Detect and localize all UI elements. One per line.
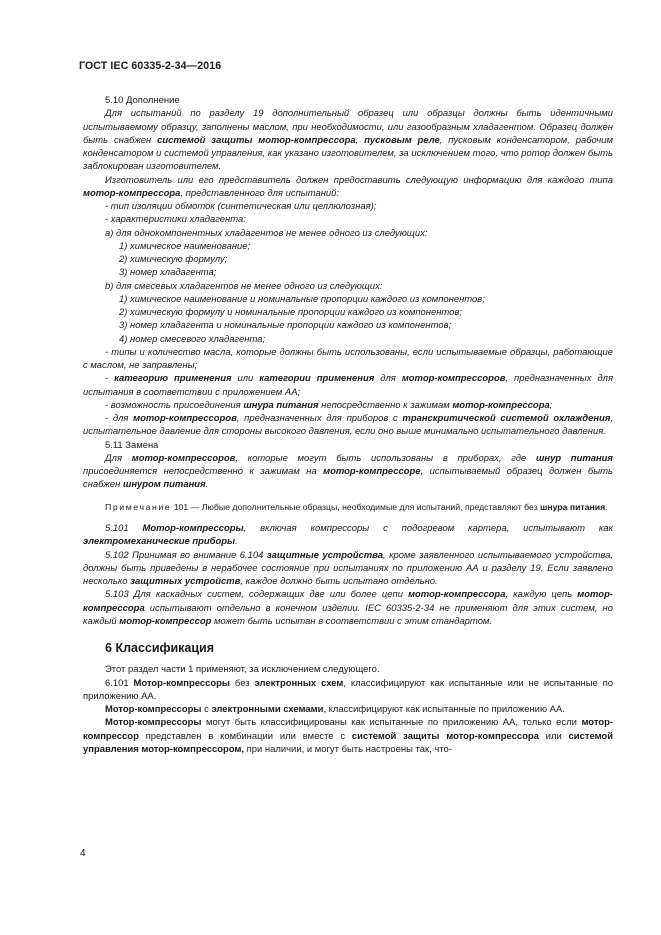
list-item: [83, 333, 613, 346]
bold-term: Мотор-компрессоры: [105, 717, 202, 729]
text-run: испытывают отдельно в конечном изделии. IEC 60335-2-34 не применяют для этих систем, но каждый: [83, 602, 613, 627]
text-run: .: [605, 501, 608, 512]
section-heading: [83, 642, 613, 655]
bold-term: мотор-компрессоров: [401, 373, 506, 385]
text-run: , которые могут быть использованы в приборах, где: [235, 452, 536, 464]
list-item: [83, 280, 613, 293]
bold-term: защитных устройств: [130, 576, 241, 587]
list-item: [83, 227, 613, 240]
bold-term: шнуром питания: [122, 479, 206, 491]
paragraph: [83, 439, 613, 452]
text-run: представлен в комбинации или вместе с: [138, 730, 352, 742]
bold-term: шнура питания: [540, 501, 606, 512]
bold-term: шнура питания: [243, 399, 319, 411]
text-run: , классифицируют как испытанные по приложению АА.: [323, 704, 565, 715]
list-item: [83, 319, 613, 332]
text-run: 5.11 Замена: [105, 439, 159, 451]
paragraph: [83, 522, 613, 549]
note-label: Примечание: [105, 501, 172, 512]
text-run: 2) химическую формулу и номинальные пропорции каждого из компонентов;: [119, 307, 462, 318]
bold-term: мотор-компрессоров: [131, 452, 236, 464]
bold-term: транскритической системой охлаждения: [402, 413, 611, 424]
list-item: [83, 306, 613, 319]
text-run: 101 — Любые дополнительные образцы, необходимые для испытаний, представляют без: [171, 501, 541, 512]
paragraph: [83, 94, 613, 107]
text-run: .: [235, 536, 238, 548]
bold-term: Мотор-компрессоры: [142, 523, 244, 534]
text-run: 5.101: [105, 523, 143, 534]
list-item: [83, 253, 613, 266]
text-run: для: [374, 373, 402, 385]
list-item: [83, 372, 613, 399]
text-run: , представленного для испытаний:: [180, 187, 340, 199]
bold-term: электронными схемами: [211, 704, 324, 715]
bold-term: мотор-компрессоре: [323, 466, 421, 477]
text-run: 1) химическое наименование;: [119, 240, 251, 252]
text-run: , предназначенных для испытания в соответствии с приложением АА;: [83, 373, 613, 398]
paragraph: [83, 677, 613, 704]
text-run: 3) номер хладагента и номинальные пропорции каждого из компонентов;: [119, 320, 452, 332]
text-run: - тип изоляции обмоток (синтетическая или целлюлозная);: [105, 201, 377, 212]
bold-term: категории применения: [259, 373, 375, 385]
text-run: , испытываемый образец должен быть снабжен: [83, 466, 613, 491]
bold-term: мотор-компрессоров: [133, 413, 237, 424]
document-header: ГОСТ IEC 60335-2-34—2016: [79, 60, 222, 72]
bold-term: категорию применения: [114, 373, 232, 385]
list-item: [83, 346, 613, 373]
bold-term: системой управления мотор-компрессором,: [83, 730, 613, 755]
bold-term: шнур питания: [535, 452, 613, 464]
text-run: с: [201, 704, 212, 715]
paragraph: [83, 663, 613, 676]
text-run: при наличии, и могут быть настроены так, что-: [244, 743, 452, 755]
list-item: [83, 213, 613, 226]
text-run: 2) химическую формулу;: [119, 254, 228, 265]
text-run: - для: [105, 413, 134, 424]
text-run: b) для смесевых хладагентов не менее одного из следующих:: [105, 280, 383, 292]
section-title: Классификация: [115, 641, 215, 655]
text-run: , испытательное давление для стороны высокого давления, если оно выше минимально испытательного давления.: [83, 413, 613, 438]
text-run: 5.103 Для каскадных систем, содержащих две или более цепи: [105, 589, 409, 601]
text-run: ;: [549, 399, 553, 411]
text-run: -: [105, 373, 115, 385]
text-run: Изготовитель или его представитель должен предоставить следующую информацию для каждого типа: [105, 174, 613, 186]
text-run: , кроме заявленного испытываемого устройства, должны быть приведены в нерабочее состояние при испытаниях по приложению АА и разделу 19. Если заявлено несколько: [83, 549, 613, 587]
list-item: [83, 266, 613, 279]
text-run: a) для однокомпонентных хладагентов не менее одного из следующих:: [105, 227, 428, 239]
bold-term: мотор-компрессор: [83, 717, 613, 742]
text-run: Для испытаний по разделу 19 дополнительный образец или образцы должны быть идентичными испытываемому образцу, заполнены маслом, при необходимости, или газообразным хладагентом. Образец должен быть снабжен: [83, 108, 613, 146]
bold-term: мотор-компрессора: [452, 399, 550, 411]
text-run: непосредственно к зажимам: [318, 399, 453, 411]
text-run: , каждое должно быть испытано отдельно.: [240, 576, 438, 587]
text-run: - характеристики хладагента:: [105, 214, 246, 226]
text-run: 3) номер хладагента;: [119, 267, 217, 279]
text-run: - возможность присоединения: [105, 399, 244, 411]
text-run: , включая компрессоры с подогревом картера, испытывают как: [243, 523, 614, 534]
text-run: 4) номер смесевого хладагента;: [119, 333, 266, 345]
text-run: Этот раздел части 1 применяют, за исключением следующего.: [105, 664, 380, 676]
text-run: 5.102 Принимая во внимание 6.104: [105, 549, 267, 561]
document-body: [83, 94, 613, 756]
bold-term: мотор-компрессора: [83, 589, 613, 614]
bold-term: мотор-компрессор: [119, 615, 212, 627]
bold-term: электронных схем: [254, 677, 344, 689]
text-run: 1) химическое наименование и номинальные пропорции каждого из компонентов;: [119, 293, 485, 305]
text-run: без: [230, 677, 255, 689]
list-item: [83, 412, 613, 439]
text-run: , пусковым конденсатором, рабочим конденсатором и системой управления, как указано изготовителем, за исключением того, что ротор должен быть заблокирован изготовителем.: [83, 134, 613, 173]
list-item: [83, 399, 613, 412]
text-run: может быть испытан в соответствии с этим стандартом.: [211, 615, 493, 627]
note: [83, 501, 613, 514]
paragraph: [83, 703, 613, 716]
paragraph: [83, 107, 613, 173]
text-run: могут быть классифицированы как испытанные по приложению АА, только если: [201, 717, 582, 729]
list-item: [83, 200, 613, 213]
bold-term: Мотор-компрессоры: [133, 677, 230, 689]
bold-term: системой защиты мотор-компрессора: [351, 730, 539, 742]
paragraph: [83, 549, 613, 589]
paragraph: [83, 174, 613, 201]
page-number: 4: [80, 848, 86, 859]
bold-term: Мотор-компрессоры: [105, 704, 202, 715]
paragraph: [83, 716, 613, 756]
text-run: , каждую цепь: [505, 589, 578, 601]
bold-term: мотор-компрессора: [83, 187, 181, 199]
paragraph: [83, 588, 613, 628]
list-item: [83, 293, 613, 306]
bold-term: мотор-компрессора: [408, 589, 506, 601]
text-run: .: [205, 479, 209, 491]
text-run: Для: [105, 452, 132, 464]
text-run: присоединяется непосредственно к зажимам на: [83, 466, 324, 477]
text-run: 6.101: [105, 677, 134, 689]
text-run: - типы и количество масла, которые должны быть использованы, если испытываемые образцы, работающие с маслом, не заправлены;: [83, 346, 613, 371]
section-number: 6: [105, 641, 112, 655]
bold-term: электромеханические приборы: [83, 536, 236, 548]
text-run: , предназначенных для приборов с: [236, 413, 403, 424]
bold-term: защитные устройства: [266, 549, 384, 561]
list-item: [83, 240, 613, 253]
text-run: или: [538, 730, 569, 742]
bold-term: системой защиты мотор-компрессора: [157, 134, 356, 146]
paragraph: [83, 452, 613, 492]
text-run: или: [231, 373, 260, 385]
text-run: 5.10 Дополнение: [105, 95, 180, 106]
text-run: , классифицируют как испытанные или не испытанные по приложению АА.: [83, 677, 613, 702]
text-run: ,: [355, 134, 365, 146]
bold-term: пусковым реле: [364, 134, 440, 146]
